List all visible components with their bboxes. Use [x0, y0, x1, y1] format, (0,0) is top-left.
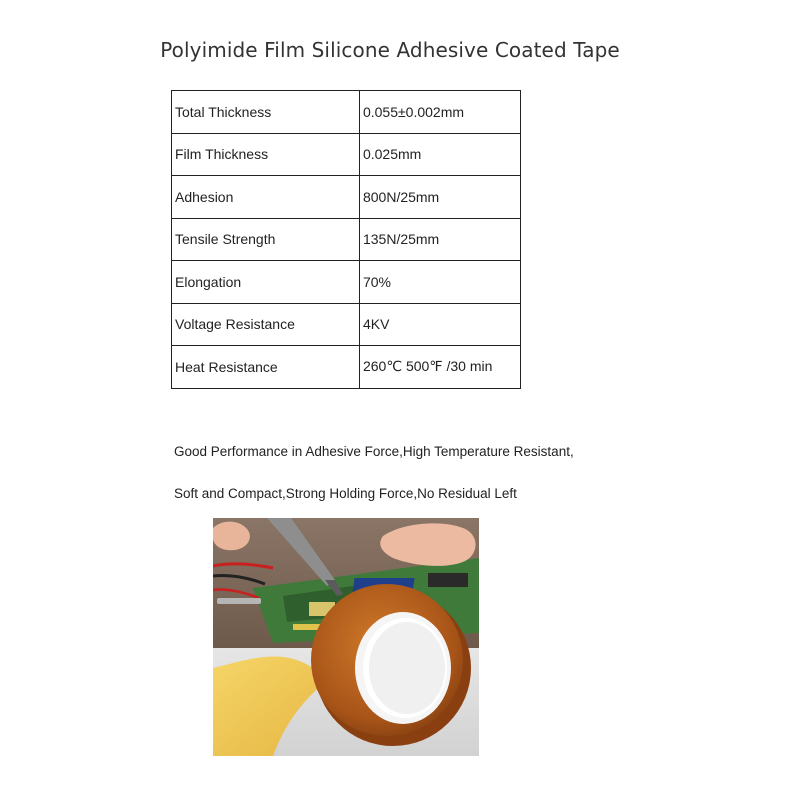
- spec-value: 70%: [359, 261, 520, 304]
- table-row: [172, 91, 521, 134]
- page-title: Polyimide Film Silicone Adhesive Coated Tape: [160, 38, 620, 62]
- table-row: [172, 346, 521, 389]
- spec-property: Heat Resistance: [172, 346, 360, 389]
- table-row: [172, 176, 521, 219]
- spec-property: Adhesion: [172, 176, 360, 219]
- spec-property: Elongation: [172, 261, 360, 304]
- spec-value: 800N/25mm: [359, 176, 520, 219]
- spec-value: 260℃ 500℉ /30 min: [359, 346, 520, 389]
- table-row: [172, 261, 521, 304]
- spec-property: Total Thickness: [172, 91, 360, 134]
- table-row: [172, 218, 521, 261]
- spec-property: Film Thickness: [172, 133, 360, 176]
- spec-value: 135N/25mm: [359, 218, 520, 261]
- spec-value: 0.055±0.002mm: [359, 91, 520, 134]
- spec-value: 4KV: [359, 303, 520, 346]
- description-line-2: Soft and Compact,Strong Holding Force,No Residual Left: [174, 486, 517, 501]
- table-row: [172, 133, 521, 176]
- spec-value: 0.025mm: [359, 133, 520, 176]
- description-line-1: Good Performance in Adhesive Force,High Temperature Resistant,: [174, 444, 574, 459]
- product-photo-illustration: [213, 518, 479, 756]
- spec-property: Tensile Strength: [172, 218, 360, 261]
- table-row: [172, 303, 521, 346]
- spec-property: Voltage Resistance: [172, 303, 360, 346]
- product-photo: [213, 518, 479, 756]
- spec-table: [171, 90, 521, 389]
